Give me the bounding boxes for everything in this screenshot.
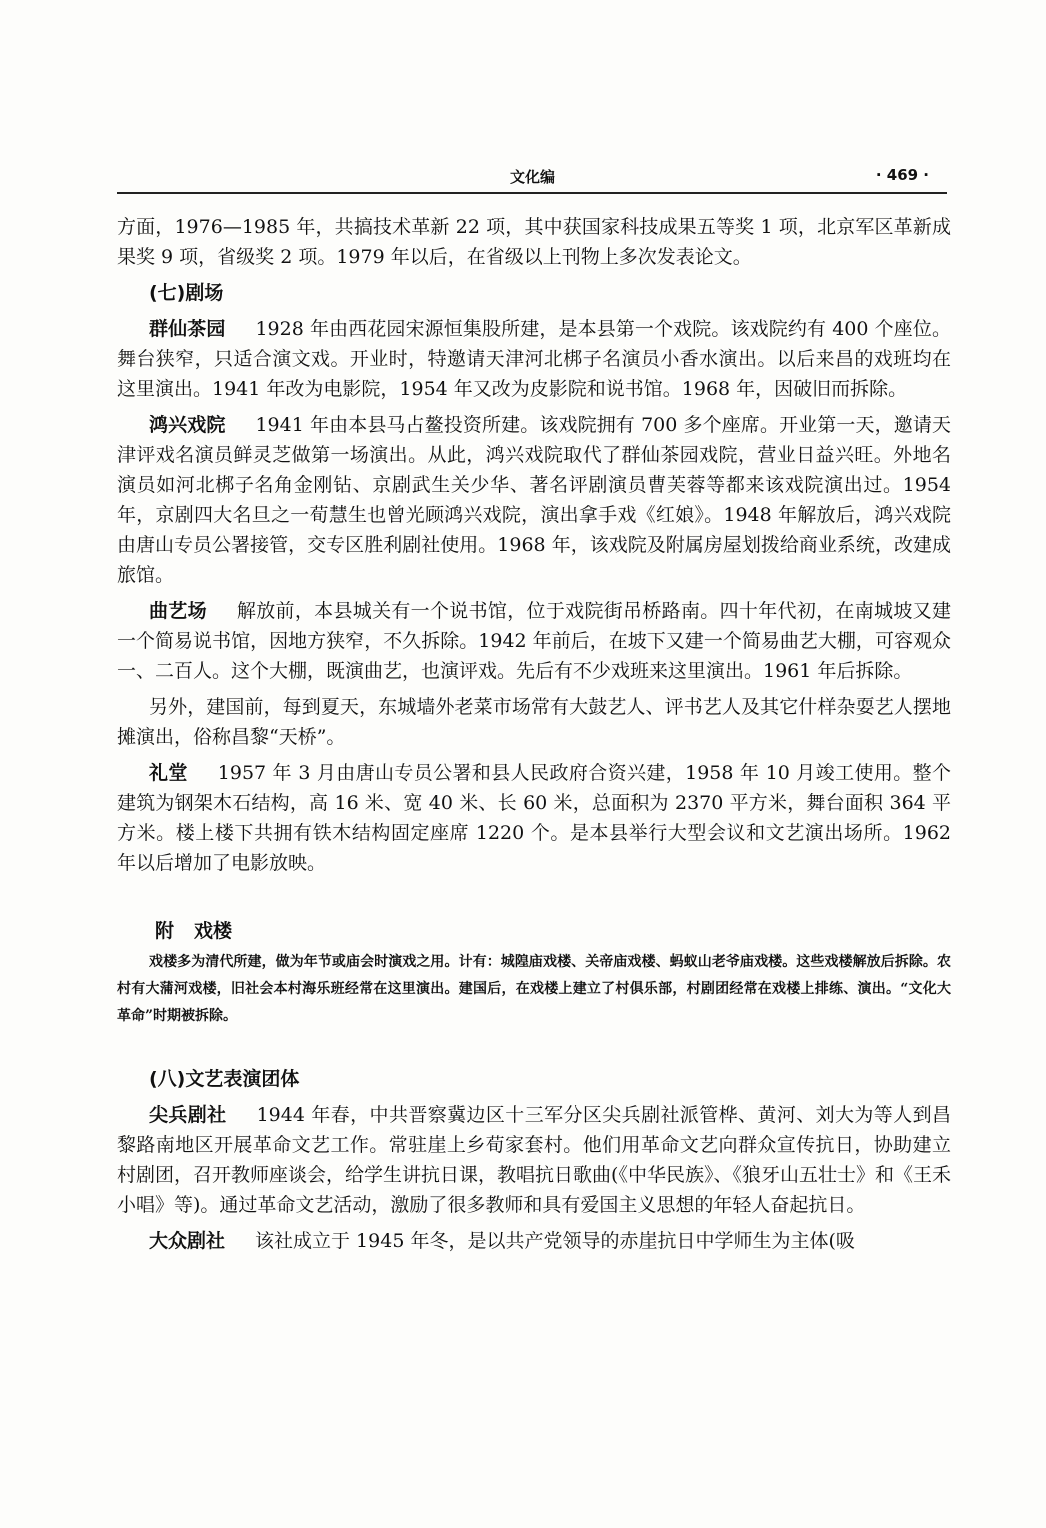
- entry-qunxian: [117, 314, 951, 404]
- entry-text: 解放前，本县城关有一个说书馆，位于戏院街吊桥路南。四十年代初，在南城坡又建一个简易说书馆，因地方狭窄，不久拆除。1942 年前后，在坡下又建一个简易曲艺大棚，可容观众一、二百人。这个大棚，既演曲艺，也演评戏。先后有不少戏班来这里演出。1961 年后拆除。: [117, 600, 951, 682]
- appendix-title: 戏楼: [194, 920, 233, 942]
- heading-theatres: (七)剧场: [149, 282, 224, 304]
- entry-term: 礼堂: [149, 762, 188, 784]
- paragraph-intro: 方面，1976—1985 年，共搞技术革新 22 项，其中获国家科技成果五等奖 1 项，北京军区革新成果奖 9 项，省级奖 2 项。1979 年以后，在省级以上刊物上多次发表论文。: [117, 216, 951, 268]
- entry-litang: [117, 758, 951, 878]
- appendix-heading: [117, 916, 951, 943]
- entry-text: 1944 年春，中共晋察冀边区十三军分区尖兵剧社派管桦、黄河、刘大为等人到昌黎路南地区开展革命文艺工作。常驻崖上乡荀家套村。他们用革命文艺向群众宣传抗日，协助建立村剧团，召开教师座谈会，给学生讲抗日课，教唱抗日歌曲(《中华民族》、《狼牙山五壮士》和《王禾小唱》等)。通过革命文艺活动，激励了很多教师和具有爱国主义思想的年轻人奋起抗日。: [117, 1104, 951, 1216]
- appendix-text: 戏楼多为清代所建，做为年节或庙会时演戏之用。计有：城隍庙戏楼、关帝庙戏楼、蚂蚁山老爷庙戏楼。这些戏楼解放后拆除。农村有大蒲河戏楼，旧社会本村海乐班经常在这里演出。建国后，在戏楼上建立了村俱乐部，村剧团经常在戏楼上排练、演出。“文化大革命”时期被拆除。: [117, 954, 951, 1024]
- entry-text: 1941 年由本县马占鳌投资所建。该戏院拥有 700 多个座席。开业第一天，邀请天津评戏名演员鲜灵芝做第一场演出。从此，鸿兴戏院取代了群仙茶园戏院，营业日益兴旺。外地名演员如河北梆子名角金刚钻、京剧武生关少华、著名评剧演员曹芙蓉等都来该戏院演出过。1954 年，京剧四大名旦之一荀慧生也曾光顾鸿兴戏院，演出拿手戏《红娘》。1948 年解放后，鸿兴戏院由唐山专员公署接管，交专区胜利剧社使用。1968 年，该戏院及附属房屋划拨给商业系统，改建成旅馆。: [117, 414, 951, 586]
- page-number: · 469 ·: [875, 166, 929, 184]
- entry-text: 1957 年 3 月由唐山专员公署和县人民政府合资兴建，1958 年 10 月竣工使用。整个建筑为钢架木石结构，高 16 米、宽 40 米、长 60 米，总面积为 2370 平方米，舞台面积 364 平方米。楼上楼下共拥有铁木结构固定座席 1220 个。是本县举行大型会议和文艺演出场所。1962 年以后增加了电影放映。: [117, 762, 951, 874]
- entry-dazhong: [117, 1226, 951, 1256]
- entry-quyichang: [117, 596, 951, 686]
- entry-term: 群仙茶园: [149, 318, 226, 340]
- page-body: [117, 212, 951, 1256]
- entry-term: 大众剧社: [149, 1230, 226, 1252]
- page-header: [117, 162, 947, 194]
- entry-term: 曲艺场: [149, 600, 207, 622]
- section-title: 文化编: [510, 168, 556, 186]
- appendix-label: 附: [155, 920, 175, 942]
- heading-troupes: (八)文艺表演团体: [149, 1068, 300, 1090]
- entry-term: 鸿兴戏院: [149, 414, 226, 436]
- entry-hongxing: [117, 410, 951, 590]
- paragraph-tianqiao: 另外，建国前，每到夏天，东城墙外老菜市场常有大鼓艺人、评书艺人及其它什样杂耍艺人摆地摊演出，俗称昌黎“天桥”。: [117, 696, 951, 748]
- entry-text: 1928 年由西花园宋源恒集股所建，是本县第一个戏院。该戏院约有 400 个座位。舞台狭窄，只适合演文戏。开业时，特邀请天津河北梆子名演员小香水演出。以后来昌的戏班均在这里演出。1941 年改为电影院，1954 年又改为皮影院和说书馆。1968 年，因破旧而拆除。: [117, 318, 951, 400]
- entry-text: 该社成立于 1945 年冬，是以共产党领导的赤崖抗日中学师生为主体(吸: [255, 1230, 855, 1252]
- entry-term: 尖兵剧社: [149, 1104, 227, 1126]
- entry-jianbing: [117, 1100, 951, 1220]
